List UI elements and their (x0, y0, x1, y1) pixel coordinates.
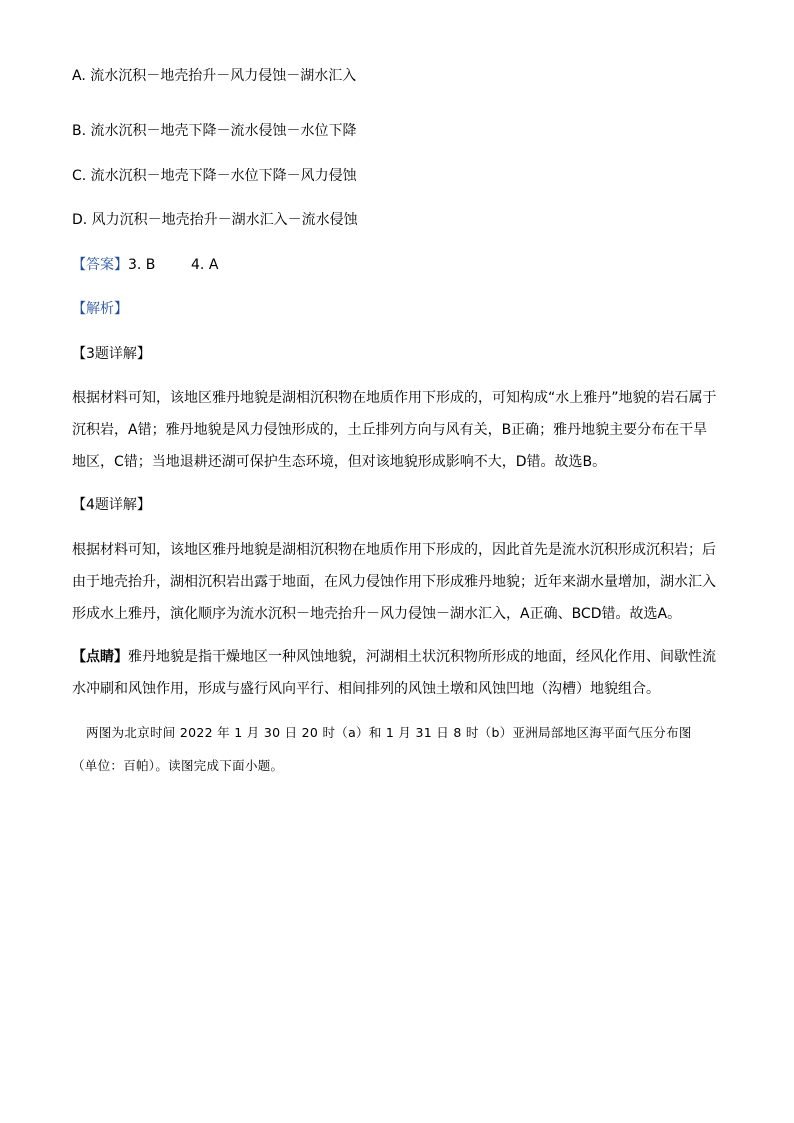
q4-heading: 【4题详解】 (72, 497, 151, 513)
tip-line-2: 水冲刷和风蚀作用，形成与盛行风向平行、相间排列的风蚀土墩和风蚀凹地（沟槽）地貌组合。 (72, 681, 660, 697)
q3-line-3: 地区，C错；当地退耕还湖可保护生态环境，但对该地貌形成影响不大，D错。故选B。 (72, 454, 607, 470)
tip-line-1 (72, 641, 720, 673)
q4-line-2: 由于地壳抬升，湖相沉积岩出露于地面，在风力侵蚀作用下形成雅丹地貌；近年来湖水量增加，湖水汇入 (72, 574, 716, 590)
option-d: D. 风力沉积－地壳抬升－湖水汇入－流水侵蚀 (72, 212, 358, 228)
answer-value: 3. B 4. A (128, 257, 219, 273)
analysis-label: 【解析】 (72, 301, 128, 317)
intro-block (72, 716, 720, 782)
answer-label: 【答案】 (72, 257, 128, 273)
tip-text-1: 雅丹地貌是指干燥地区一种风蚀地貌，河湖相土状沉积物所形成的地面，经风化作用、间歇性流 (128, 649, 716, 665)
tip-block (72, 641, 720, 705)
option-b: B. 流水沉积－地壳下降－流水侵蚀－水位下降 (72, 123, 357, 139)
q4-explanation (72, 534, 720, 630)
q3-heading: 【3题详解】 (72, 346, 151, 362)
intro-line-2: （单位：百帕）。读图完成下面小题。 (72, 758, 284, 773)
option-c: C. 流水沉积－地壳下降－水位下降－风力侵蚀 (72, 168, 357, 184)
q3-explanation (72, 382, 720, 478)
q4-line-1: 根据材料可知，该地区雅丹地貌是湖相沉积物在地质作用下形成的，因此首先是流水沉积形成沉积岩；后 (72, 542, 716, 558)
q4-line-3: 形成水上雅丹，演化顺序为流水沉积－地壳抬升－风力侵蚀－湖水汇入，A正确、BCD错。故选A。 (72, 606, 682, 622)
q3-line-2: 沉积岩，A错；雅丹地貌是风力侵蚀形成的，土丘排列方向与风有关，B正确；雅丹地貌主要分布在干旱 (72, 422, 708, 438)
tip-label: 【点睛】 (72, 649, 128, 665)
q3-line-1: 根据材料可知，该地区雅丹地貌是湖相沉积物在地质作用下形成的，可知构成“水上雅丹”地貌的岩石属于 (72, 390, 717, 406)
answer-line (72, 255, 218, 275)
intro-line-1: 两图为北京时间 2022 年 1 月 30 日 20 时（a）和 1 月 31 日 8 时（b）亚洲局部地区海平面气压分布图 (86, 725, 692, 740)
option-a: A. 流水沉积－地壳抬升－风力侵蚀－湖水汇入 (72, 68, 357, 84)
